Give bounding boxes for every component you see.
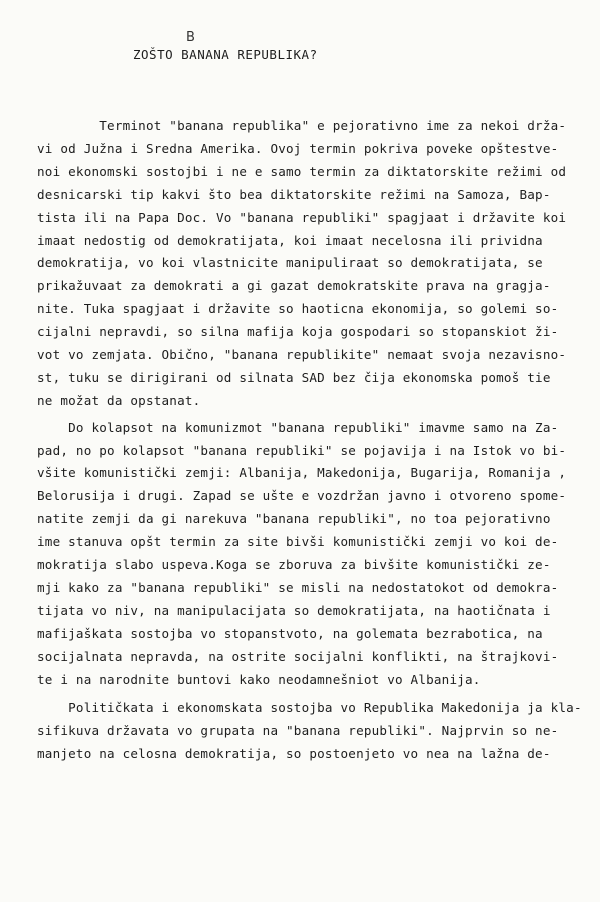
text-line: Terminot "banana republika" e pejorativno ime za nekoi drža- xyxy=(37,118,567,133)
text-line: st, tuku se dirigirani od silnata SAD bez čija ekonomska pomoš tie xyxy=(37,370,551,385)
text-line: te i na narodnite buntovi kako neodamnešniot vo Albanija. xyxy=(37,672,481,687)
text-line: sifikuva državata vo grupata na "banana republiki". Najprvin so ne- xyxy=(37,723,559,738)
text-line: socijalnata nepravda, na ostrite socijalni konflikti, na štrajkovi- xyxy=(37,649,559,664)
text-line: Političkata i ekonomskata sostojba vo Republika Makedonija ja kla- xyxy=(37,700,582,715)
text-line: prikažuvaat za demokrati a gi gazat demokratskite prava na gragja- xyxy=(37,278,551,293)
text-line: mafijaškata sostojba vo stopanstvoto, na golemata bezrabotica, na xyxy=(37,626,543,641)
text-line: Do kolapsot na komunizmot "banana republiki" imavme samo na Za- xyxy=(37,420,559,435)
handwritten-correction: B xyxy=(186,30,195,45)
text-line: tijata vo niv, na manipulacijata so demokratijata, na haotičnata i xyxy=(37,603,551,618)
text-line: mji kako za "banana republiki" se misli na nedostatokot od demokra- xyxy=(37,580,559,595)
text-line: imaat nedostig od demokratijata, koi imaat necelosna ili prividna xyxy=(37,233,543,248)
text-line: manjeto na celosna demokratija, so postoenjeto vo nea na lažna de- xyxy=(37,746,551,761)
text-line: ime stanuva opšt termin za site bivši komunistički zemji vo koi de- xyxy=(37,534,559,549)
text-line: všite komunistički zemji: Albanija, Makedonija, Bugarija, Romanija , xyxy=(37,465,567,480)
text-line: pad, no po kolapsot "banana republiki" se pojavija i na Istok vo bi- xyxy=(37,443,567,458)
text-line: Belorusija i drugi. Zapad se ušte e vozdržan javno i otvoreno spome- xyxy=(37,488,567,503)
text-line: desnicarski tip kakvi što bea diktatorskite režimi na Samoza, Bap- xyxy=(37,187,551,202)
text-line: cijalni nepravdi, so silna mafija koja gospodari so stopanskiot ži- xyxy=(37,324,559,339)
text-line: demokratija, vo koi vlastnicite manipuliraat so demokratijata, se xyxy=(37,255,543,270)
text-line: tista ili na Papa Doc. Vo "banana republiki" spagjaat i državite koi xyxy=(37,210,567,225)
text-line: mokratija slabo uspeva.Koga se zboruva za bivšite komunistički ze- xyxy=(37,557,551,572)
text-line: ne možat da opstanat. xyxy=(37,393,201,408)
text-line: vot vo zemjata. Obično, "banana republikite" nemaat svoja nezavisno- xyxy=(37,347,567,362)
text-line: natite zemji da gi narekuva "banana republiki", no toa pejorativno xyxy=(37,511,551,526)
text-line: nite. Tuka spagjaat i državite so haoticna ekonomija, so golemi so- xyxy=(37,301,559,316)
text-line: noi ekonomski sostojbi i ne e samo termin za diktatorskite režimi od xyxy=(37,164,567,179)
text-line: vi od Južna i Sredna Amerika. Ovoj termin pokriva poveke opštestve- xyxy=(37,141,559,156)
page-title: ZOŠTO BANANA REPUBLIKA? xyxy=(133,47,318,62)
